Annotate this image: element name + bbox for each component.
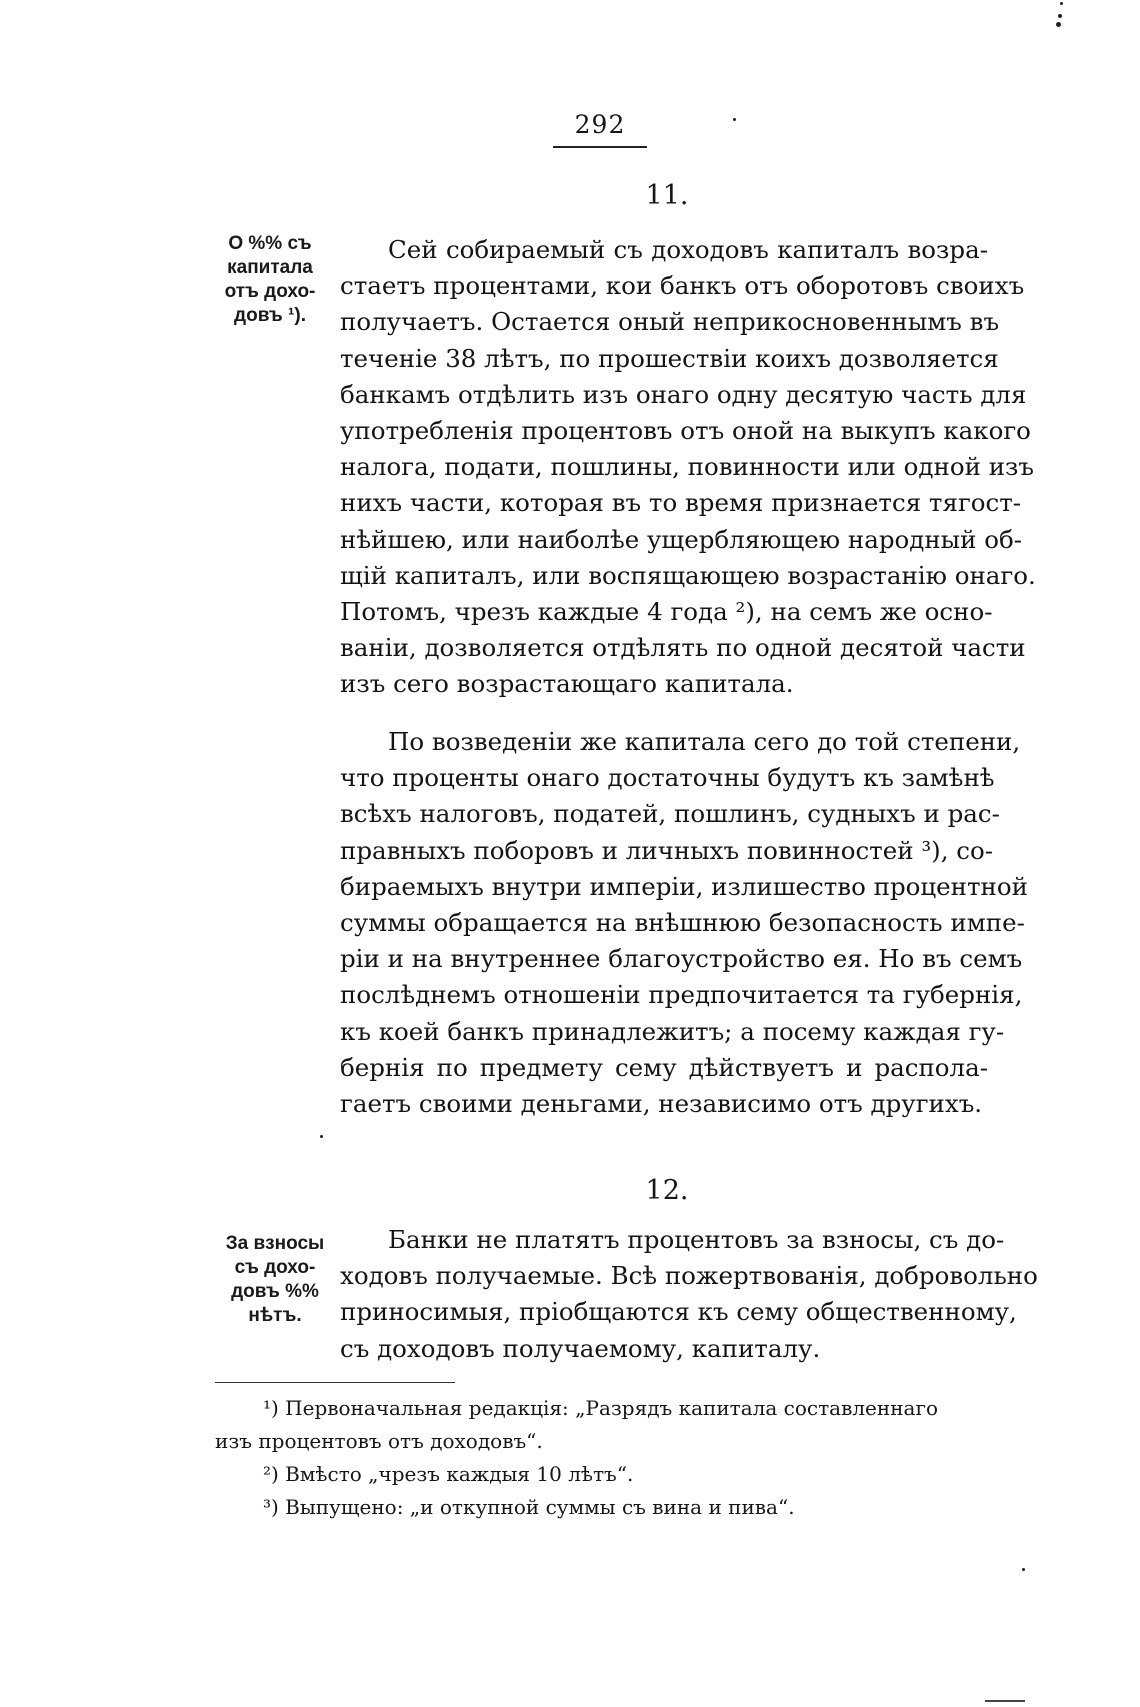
paragraph-11-1 <box>340 232 1036 702</box>
paragraph-11-2 <box>340 724 1028 1122</box>
scan-speck <box>1056 22 1061 27</box>
footnote-separator <box>215 1382 455 1383</box>
text-line: нѣйшею, или наиболѣе ущербляющею народный об- <box>340 524 1023 554</box>
text-line: банкамъ отдѣлить изъ онаго одну десятую часть для <box>340 379 1027 409</box>
text-line: налога, подати, пошлины, повинности или одной изъ <box>340 452 1034 482</box>
paragraph-12-1 <box>340 1222 1038 1367</box>
margin-note-line: О %% съ <box>228 233 312 254</box>
text-line: Потомъ, чрезъ каждые 4 года ²), на семъ же осно- <box>340 596 993 626</box>
text-line: Сей собираемый съ доходовъ капиталъ возра- <box>388 235 988 264</box>
footnote-1-continuation: изъ процентовъ отъ доходовъ“. <box>215 1429 543 1453</box>
margin-note-line: довъ %% <box>231 1281 319 1302</box>
footnote-1: ¹) Первоначальная редакція: „Разрядъ капитала составленнаго <box>263 1396 938 1420</box>
text-line: изъ сего возрастающаго капитала. <box>340 669 794 699</box>
scan-speck <box>985 1700 1025 1702</box>
margin-note-line: отъ дохо- <box>224 281 316 302</box>
scan-speck <box>1022 1568 1025 1571</box>
margin-note-section-11 <box>210 232 330 328</box>
margin-note-line: нѣтъ. <box>248 1305 302 1326</box>
text-line: Банки не платятъ процентовъ за взносы, съ до- <box>388 1225 1005 1254</box>
text-line: бираемыхъ внутри имперіи, излишество процентной <box>340 871 1028 901</box>
text-line: щій капиталъ, или воспящающею возрастанію онаго. <box>340 560 1036 590</box>
text-line: правныхъ поборовъ и личныхъ повинностей ³), со- <box>340 835 994 865</box>
text-line: употребленія процентовъ отъ оной на выкупъ какого <box>340 415 1031 445</box>
scan-speck <box>320 1135 323 1138</box>
text-line: гаетъ своими деньгами, независимо отъ другихъ. <box>340 1088 983 1118</box>
scan-speck <box>1058 14 1062 18</box>
page-number-rule <box>553 146 647 148</box>
text-line: получаетъ. Остается оный неприкосновеннымъ въ <box>340 307 1000 337</box>
margin-note-section-12 <box>210 1232 340 1328</box>
text-line: къ коей банкъ принадлежитъ; а посему каждая гу- <box>340 1016 1005 1046</box>
footnote-3: ³) Выпущено: „и откупной суммы съ вина и пива“. <box>263 1495 795 1519</box>
text-line: стаетъ процентами, кои банкъ отъ оборотовъ своихъ <box>340 271 1025 301</box>
scan-speck <box>733 118 736 121</box>
margin-note-line: съ дохо- <box>234 1257 316 1278</box>
text-line: приносимыя, пріобщаются къ сему общественному, <box>340 1297 1017 1327</box>
text-line: ріи и на внутреннее благоустройство ея. Но въ семъ <box>340 944 1023 974</box>
margin-note-line: капитала <box>227 257 313 278</box>
margin-note-line: довъ ¹). <box>234 305 306 326</box>
section-number-12: 12. <box>645 1175 689 1206</box>
text-line: ваніи, дозволяется отдѣлять по одной десятой части <box>340 633 1026 663</box>
text-line: послѣднемъ отношеніи предпочитается та губернія, <box>340 980 1023 1010</box>
footnote-2: ²) Вмѣсто „чрезъ каждыя 10 лѣтъ“. <box>263 1462 634 1486</box>
footnotes <box>215 1392 995 1524</box>
text-line: что проценты онаго достаточны будутъ къ замѣнѣ <box>340 763 995 793</box>
section-number-11: 11. <box>645 180 689 211</box>
text-line: бернія по предмету сему дѣйствуетъ и распола- <box>340 1052 988 1082</box>
margin-note-line: За взносы <box>225 1233 325 1254</box>
text-line: теченіе 38 лѣтъ, по прошествіи коихъ дозволяется <box>340 343 999 373</box>
page-number: 292 <box>574 110 626 139</box>
scan-speck <box>1060 2 1063 5</box>
text-line: всѣхъ налоговъ, податей, пошлинъ, судныхъ и рас- <box>340 799 1000 829</box>
text-line: съ доходовъ получаемому, капиталу. <box>340 1333 821 1363</box>
text-line: суммы обращается на внѣшнюю безопасность импе- <box>340 907 1025 937</box>
text-line: По возведеніи же капитала сего до той степени, <box>388 727 1021 756</box>
text-line: ходовъ получаемые. Всѣ пожертвованія, добровольно <box>340 1261 1038 1291</box>
text-line: нихъ части, которая въ то время признается тягост- <box>340 488 1022 518</box>
